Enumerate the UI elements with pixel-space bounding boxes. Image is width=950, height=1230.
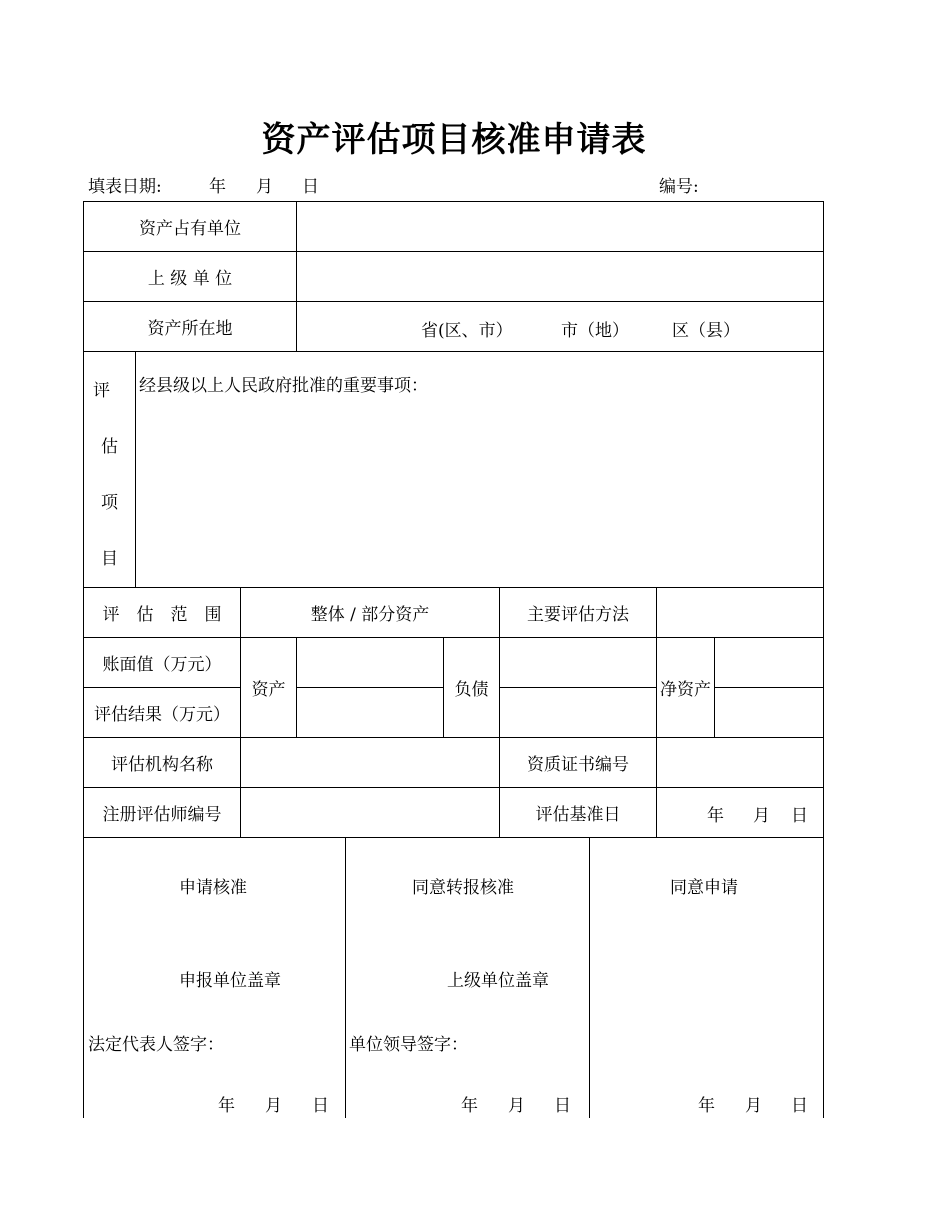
book-value-label: 账面值（万元） (102, 655, 222, 675)
project-label-char-2: 估 (101, 437, 118, 457)
city-label: 市（地） (561, 321, 629, 341)
asset-location-label: 资产所在地 (147, 319, 233, 339)
base-date-label: 评估基准日 (535, 805, 621, 825)
col3-month: 月 (745, 1096, 762, 1116)
cert-number-label: 资质证书编号 (527, 755, 629, 775)
col3-day: 日 (791, 1096, 808, 1116)
agree-application-title: 同意申请 (670, 878, 738, 898)
col2-month: 月 (508, 1096, 525, 1116)
col1-day: 日 (312, 1096, 329, 1116)
apply-approval-title: 申请核准 (179, 878, 247, 898)
appraiser-number-label: 注册评估师编号 (102, 805, 222, 825)
project-label-char-1: 评 (93, 381, 110, 401)
leader-signature-label: 单位领导签字： (349, 1035, 468, 1055)
col1-year: 年 (218, 1096, 235, 1116)
liabilities-label: 负债 (454, 680, 489, 700)
page-title: 资产评估项目核准申请表 (261, 120, 647, 160)
serial-number-label: 编号: (659, 177, 699, 197)
superior-seal-label: 上级单位盖章 (447, 971, 549, 991)
base-date-month: 月 (753, 806, 770, 826)
header-day: 日 (302, 177, 319, 197)
assets-label: 资产 (251, 680, 286, 700)
header-month: 月 (256, 177, 273, 197)
base-date-year: 年 (707, 806, 724, 826)
net-assets-label: 净资产 (660, 680, 711, 700)
applicant-seal-label: 申报单位盖章 (179, 971, 281, 991)
agency-name-label: 评估机构名称 (111, 755, 213, 775)
project-label-char-3: 项 (101, 493, 118, 513)
district-label: 区（县） (672, 321, 740, 341)
method-label: 主要评估方法 (527, 605, 629, 625)
project-label-char-4: 目 (101, 549, 118, 569)
project-note: 经县级以上人民政府批准的重要事项： (139, 376, 428, 396)
base-date-day: 日 (791, 806, 808, 826)
scope-label: 评 估 范 围 (102, 605, 222, 625)
forward-approval-title: 同意转报核准 (412, 878, 514, 898)
col3-year: 年 (698, 1096, 715, 1116)
eval-result-label: 评估结果（万元） (94, 705, 230, 725)
col1-month: 月 (265, 1096, 282, 1116)
legal-rep-signature-label: 法定代表人签字： (88, 1035, 224, 1055)
col2-day: 日 (554, 1096, 571, 1116)
fill-date-label: 填表日期: (88, 177, 162, 197)
province-label: 省(区、市） (421, 321, 513, 341)
owner-unit-label: 资产占有单位 (139, 219, 241, 239)
superior-unit-label: 上 级 单 位 (147, 269, 233, 289)
col2-year: 年 (461, 1096, 478, 1116)
scope-value: 整体 / 部分资产 (310, 605, 430, 625)
header-year: 年 (209, 177, 226, 197)
